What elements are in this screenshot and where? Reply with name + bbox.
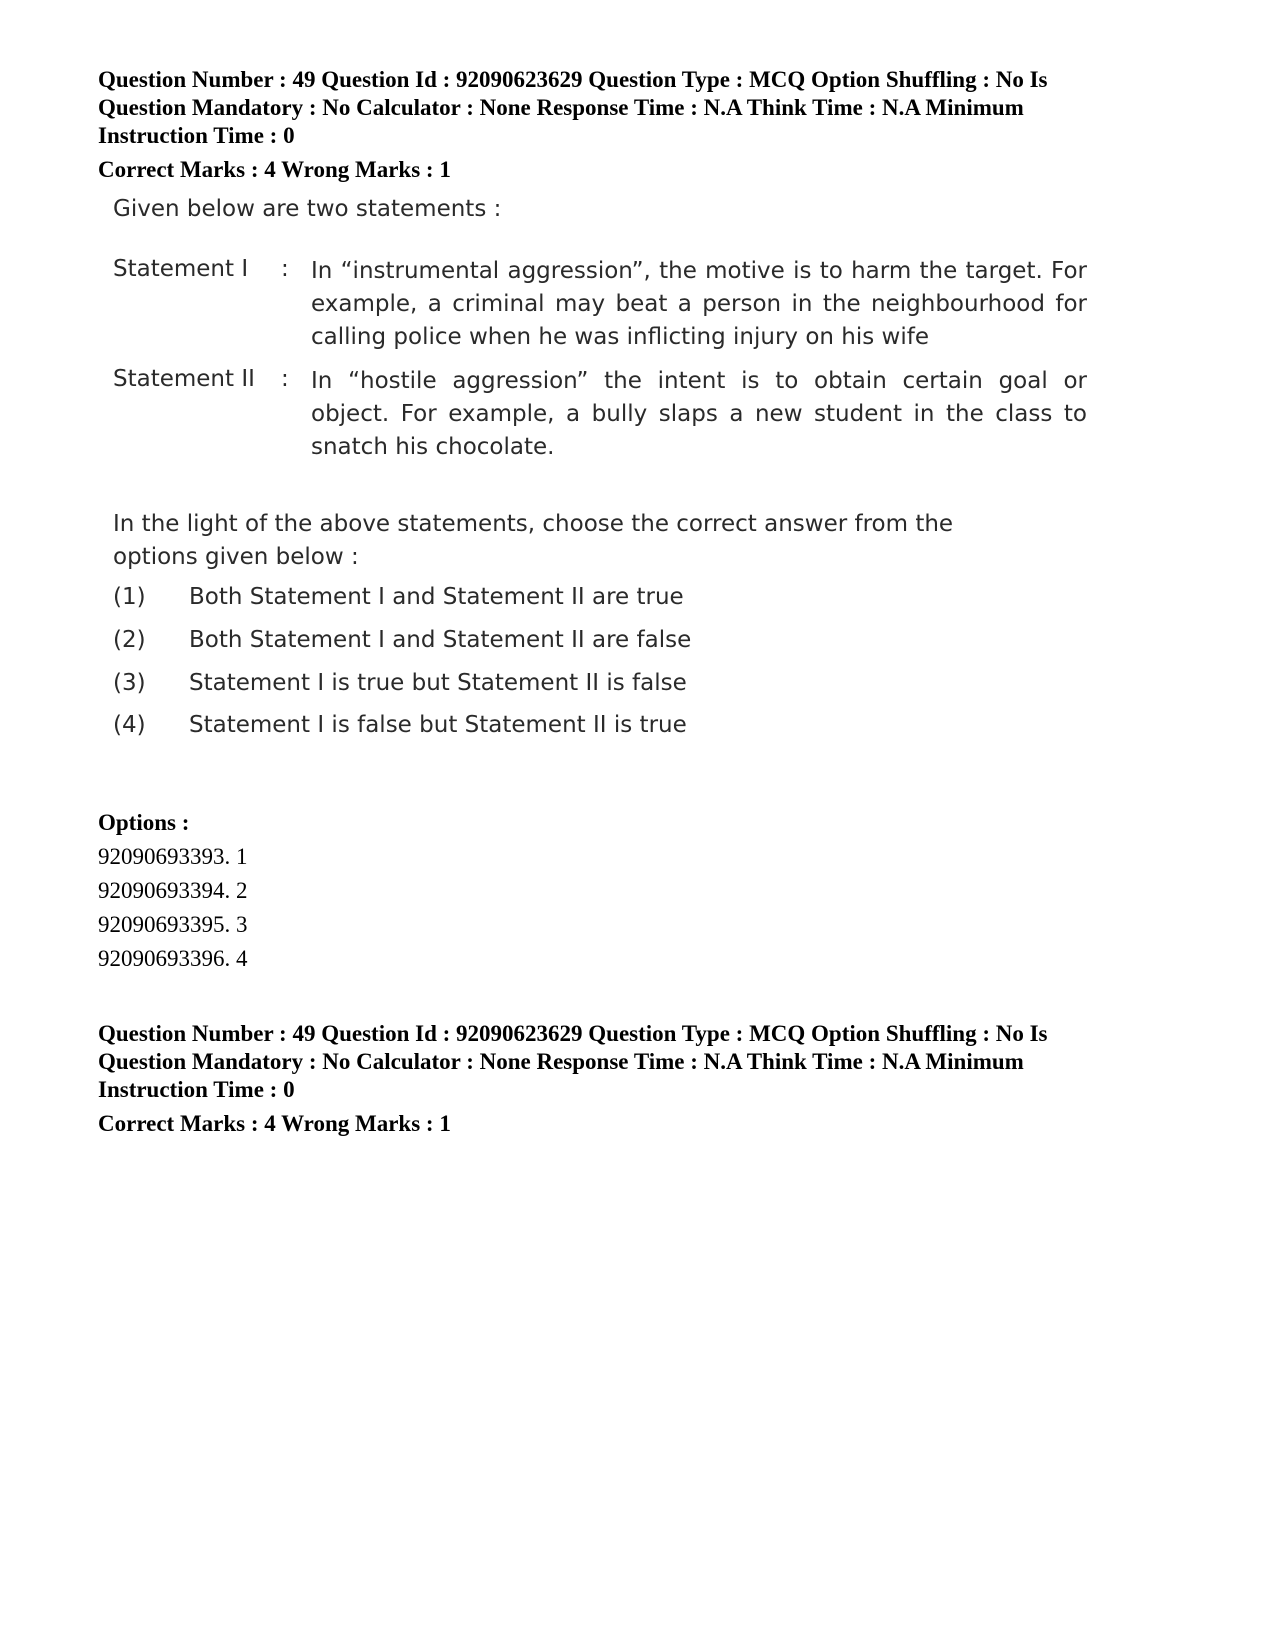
option-item: 92090693395. 3	[98, 912, 248, 937]
options-heading: Options :	[98, 810, 190, 835]
metadata-line: Question Mandatory : No Calculator : None Response Time : N.A Think Time : N.A Minimum	[98, 1049, 1024, 1074]
choice-number: (2)	[113, 627, 146, 653]
statement-separator: :	[281, 256, 289, 282]
choice-number: (4)	[113, 712, 146, 738]
question-lead: In the light of the above statements, choose the correct answer from the options given below :	[113, 511, 954, 570]
question-metadata	[98, 1020, 1188, 1138]
question-metadata	[98, 66, 1188, 184]
statement-separator: :	[281, 366, 289, 392]
marks-line: Correct Marks : 4 Wrong Marks : 1	[98, 1111, 451, 1136]
question-intro: Given below are two statements :	[113, 196, 502, 222]
option-item: 92090693393. 1	[98, 844, 248, 869]
metadata-line: Question Number : 49 Question Id : 92090623629 Question Type : MCQ Option Shuffling : No Is	[98, 1021, 1048, 1046]
statement-text: In “hostile aggression” the intent is to obtain certain goal or object. For example, a bully slaps a new student in the class to snatch his chocolate.	[311, 368, 1087, 460]
metadata-line: Instruction Time : 0	[98, 123, 295, 148]
choice-number: (3)	[113, 670, 146, 696]
statement-label: Statement I	[113, 256, 249, 282]
choice-text: Both Statement I and Statement II are true	[189, 584, 684, 610]
option-item: 92090693396. 4	[98, 946, 248, 971]
choice-number: (1)	[113, 584, 146, 610]
statement-label: Statement II	[113, 366, 255, 392]
choice-text: Statement I is true but Statement II is false	[189, 670, 687, 696]
marks-line: Correct Marks : 4 Wrong Marks : 1	[98, 157, 451, 182]
options-list	[98, 806, 248, 976]
metadata-line: Question Number : 49 Question Id : 92090623629 Question Type : MCQ Option Shuffling : No Is	[98, 67, 1048, 92]
choice-text: Both Statement I and Statement II are false	[189, 627, 692, 653]
metadata-line: Question Mandatory : No Calculator : None Response Time : N.A Think Time : N.A Minimum	[98, 95, 1024, 120]
metadata-line: Instruction Time : 0	[98, 1077, 295, 1102]
choice-text: Statement I is false but Statement II is true	[189, 712, 687, 738]
statement-text: In “instrumental aggression”, the motive is to harm the target. For example, a criminal may beat a person in the neighbourhood for calling police when he was inflicting injury on his wife	[311, 258, 1087, 350]
option-item: 92090693394. 2	[98, 878, 248, 903]
